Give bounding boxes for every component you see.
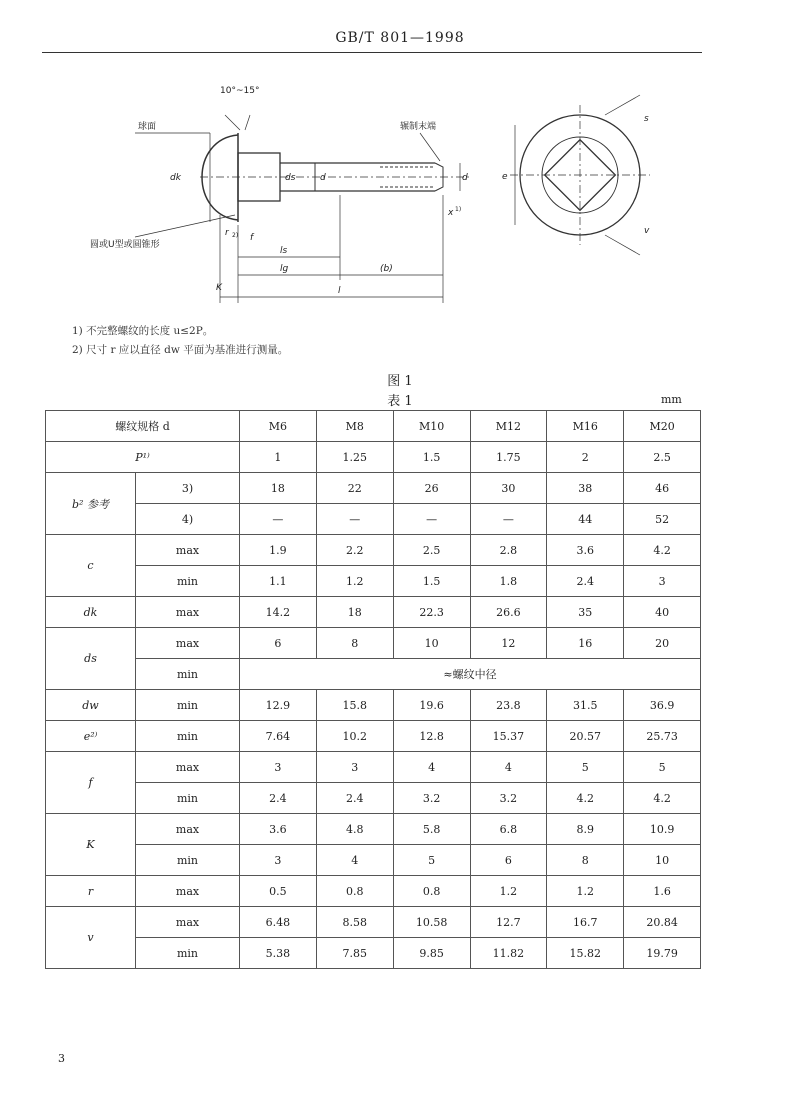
label-d: d [320,173,326,183]
table-cell: 20.57 [547,721,624,752]
label-lg: lg [280,264,289,274]
table-cell: 3.2 [470,783,547,814]
table-cell: 2 [547,442,624,473]
table-cell: 19.79 [624,938,701,969]
table-cell: 36.9 [624,690,701,721]
header-rule [42,52,702,53]
row-label: ds [46,628,136,690]
row-label: v [46,907,136,969]
figure-note-2: 2) 尺寸 r 应以直径 dw 平面为基准进行测量。 [72,344,289,356]
table-cell: 4.2 [624,783,701,814]
table-cell: 3.2 [393,783,470,814]
row-label: r [46,876,136,907]
row-label: 螺纹规格 d [46,411,240,442]
label-b: (b) [380,264,393,274]
table-cell: 1.2 [547,876,624,907]
table-row-ds-min [46,659,701,690]
row-sub-label: max [136,907,240,938]
table-cell: — [240,504,317,535]
table-cell: 1.8 [470,566,547,597]
row-label: dk [46,597,136,628]
label-s: s [644,114,649,124]
table-cell: 20.84 [624,907,701,938]
table-cell: 1.2 [470,876,547,907]
label-thread-end: 辗制末端 [400,122,437,132]
table-cell: 23.8 [470,690,547,721]
row-sub-label: 4) [136,504,240,535]
row-sub-label: min [136,659,240,690]
row-sub-label: min [136,721,240,752]
table-cell: 1.1 [240,566,317,597]
table-row-b2 [46,504,701,535]
row-sub-label: max [136,535,240,566]
table-row-v-min [46,938,701,969]
label-dk: dk [170,173,181,183]
col-header: M16 [547,411,624,442]
table-cell: 10 [393,628,470,659]
table-row-spec [46,411,701,442]
table-cell: 15.37 [470,721,547,752]
table-cell: 11.82 [470,938,547,969]
table-cell: 44 [547,504,624,535]
table-cell: 3 [316,752,393,783]
table-cell: — [316,504,393,535]
row-sub-label: max [136,876,240,907]
table-cell: 15.82 [547,938,624,969]
table-cell: 25.73 [624,721,701,752]
table-cell: 2.4 [240,783,317,814]
page-number: 3 [58,1052,65,1065]
table-cell: 5 [547,752,624,783]
bolt-drawing [40,75,680,310]
table-row-dk [46,597,701,628]
table-cell: 20 [624,628,701,659]
table-cell: 1.75 [470,442,547,473]
table-cell: 5.38 [240,938,317,969]
table-cell: 16.7 [547,907,624,938]
table-cell: 3 [240,845,317,876]
row-sub-label: min [136,690,240,721]
table-cell: 10 [624,845,701,876]
table-cell: 16 [547,628,624,659]
table-cell: 10.9 [624,814,701,845]
table-cell: 12.9 [240,690,317,721]
table-cell: 5 [393,845,470,876]
table-cell: 7.64 [240,721,317,752]
table-row-dw [46,690,701,721]
bolt-head-dome [202,135,238,220]
table-cell: 2.4 [316,783,393,814]
col-header: M20 [624,411,701,442]
table-cell: 40 [624,597,701,628]
label-x-note: 1) [455,206,462,213]
label-r: r [225,228,229,238]
table-cell: 2.5 [624,442,701,473]
table-cell: 3.6 [240,814,317,845]
row-sub-label: max [136,597,240,628]
table-cell: 3 [240,752,317,783]
label-l: l [338,286,341,296]
table-row-b1 [46,473,701,504]
label-underhead: 圆或U型或圆锥形 [90,240,160,250]
dimension-table [45,410,701,969]
row-sub-label: max [136,814,240,845]
row-label: K [46,814,136,876]
table-cell: 4 [316,845,393,876]
row-sub-label: 3) [136,473,240,504]
table-cell: 4.2 [624,535,701,566]
table-row-pitch [46,442,701,473]
table-cell-merged: ≈螺纹中径 [240,659,701,690]
table-cell: 22.3 [393,597,470,628]
table-cell: 12 [470,628,547,659]
table-cell: 10.58 [393,907,470,938]
table-row-ds-max [46,628,701,659]
table-row-c-max [46,535,701,566]
table-row-f-max [46,752,701,783]
label-ds: ds [285,173,296,183]
table-cell: 0.8 [393,876,470,907]
label-v: v [644,226,650,236]
table-cell: 6 [240,628,317,659]
table-cell: 8.58 [316,907,393,938]
row-label: b² 参考 [46,473,136,535]
table-caption: 表 1 [387,394,413,409]
table-cell: 2.2 [316,535,393,566]
table-cell: 35 [547,597,624,628]
col-header: M8 [316,411,393,442]
table-cell: 1.2 [316,566,393,597]
table-cell: 6 [470,845,547,876]
table-row-k-min [46,845,701,876]
table-cell: 5.8 [393,814,470,845]
standard-number: GB/T 801—1998 [335,30,465,46]
table-cell: 7.85 [316,938,393,969]
label-dome: 球面 [138,122,157,132]
table-cell: 1.5 [393,442,470,473]
table-unit: mm [661,393,682,406]
table-cell: 12.8 [393,721,470,752]
row-label: c [46,535,136,597]
table-row-k-max [46,814,701,845]
row-sub-label: min [136,938,240,969]
row-label: dw [46,690,136,721]
table-cell: 2.8 [470,535,547,566]
table-row-r [46,876,701,907]
table-cell: 3.6 [547,535,624,566]
table-cell: 4 [393,752,470,783]
table-cell: 9.85 [393,938,470,969]
table-cell: 38 [547,473,624,504]
table-cell: 4.8 [316,814,393,845]
table-cell: 31.5 [547,690,624,721]
table-cell: 8.9 [547,814,624,845]
table-cell: 46 [624,473,701,504]
col-header: M10 [393,411,470,442]
row-label: f [46,752,136,814]
col-header: M12 [470,411,547,442]
label-e: e [502,172,508,182]
table-cell: — [393,504,470,535]
table-cell: 8 [316,628,393,659]
table-cell: 0.5 [240,876,317,907]
table-cell: 8 [547,845,624,876]
row-sub-label: min [136,845,240,876]
table-cell: 19.6 [393,690,470,721]
table-cell: 4 [470,752,547,783]
table-cell: 5 [624,752,701,783]
table-cell: 1.6 [624,876,701,907]
label-ls: ls [280,246,288,256]
table-cell: 2.4 [547,566,624,597]
table-cell: 26.6 [470,597,547,628]
label-angle: 10°~15° [220,86,260,96]
table-cell: 0.8 [316,876,393,907]
figure-caption: 图 1 [387,374,413,389]
table-cell: 22 [316,473,393,504]
table-cell: 6.8 [470,814,547,845]
table-cell: 14.2 [240,597,317,628]
label-f: f [250,233,254,243]
label-r-note: 2) [232,232,239,239]
table-cell: 2.5 [393,535,470,566]
table-cell: 1.9 [240,535,317,566]
row-sub-label: min [136,783,240,814]
label-thread-d: d [462,173,468,183]
table-cell: 1.25 [316,442,393,473]
label-x: x [448,208,454,218]
row-label: e²⁾ [46,721,136,752]
table-row-c-min [46,566,701,597]
row-sub-label: max [136,628,240,659]
table-cell: 6.48 [240,907,317,938]
table-cell: 18 [240,473,317,504]
table-cell: 3 [624,566,701,597]
table-cell: 1 [240,442,317,473]
table-cell: 12.7 [470,907,547,938]
table-cell: 15.8 [316,690,393,721]
row-sub-label: max [136,752,240,783]
figure-note-1: 1) 不完整螺纹的长度 u≤2P。 [72,325,214,337]
table-cell: 30 [470,473,547,504]
row-label: P¹⁾ [46,442,240,473]
col-header: M6 [240,411,317,442]
table-cell: — [470,504,547,535]
table-cell: 4.2 [547,783,624,814]
label-k: K [216,283,222,293]
table-row-f-min [46,783,701,814]
table-row-e [46,721,701,752]
row-sub-label: min [136,566,240,597]
table-cell: 52 [624,504,701,535]
table-cell: 18 [316,597,393,628]
table-cell: 10.2 [316,721,393,752]
table-cell: 26 [393,473,470,504]
table-row-v-max [46,907,701,938]
table-cell: 1.5 [393,566,470,597]
